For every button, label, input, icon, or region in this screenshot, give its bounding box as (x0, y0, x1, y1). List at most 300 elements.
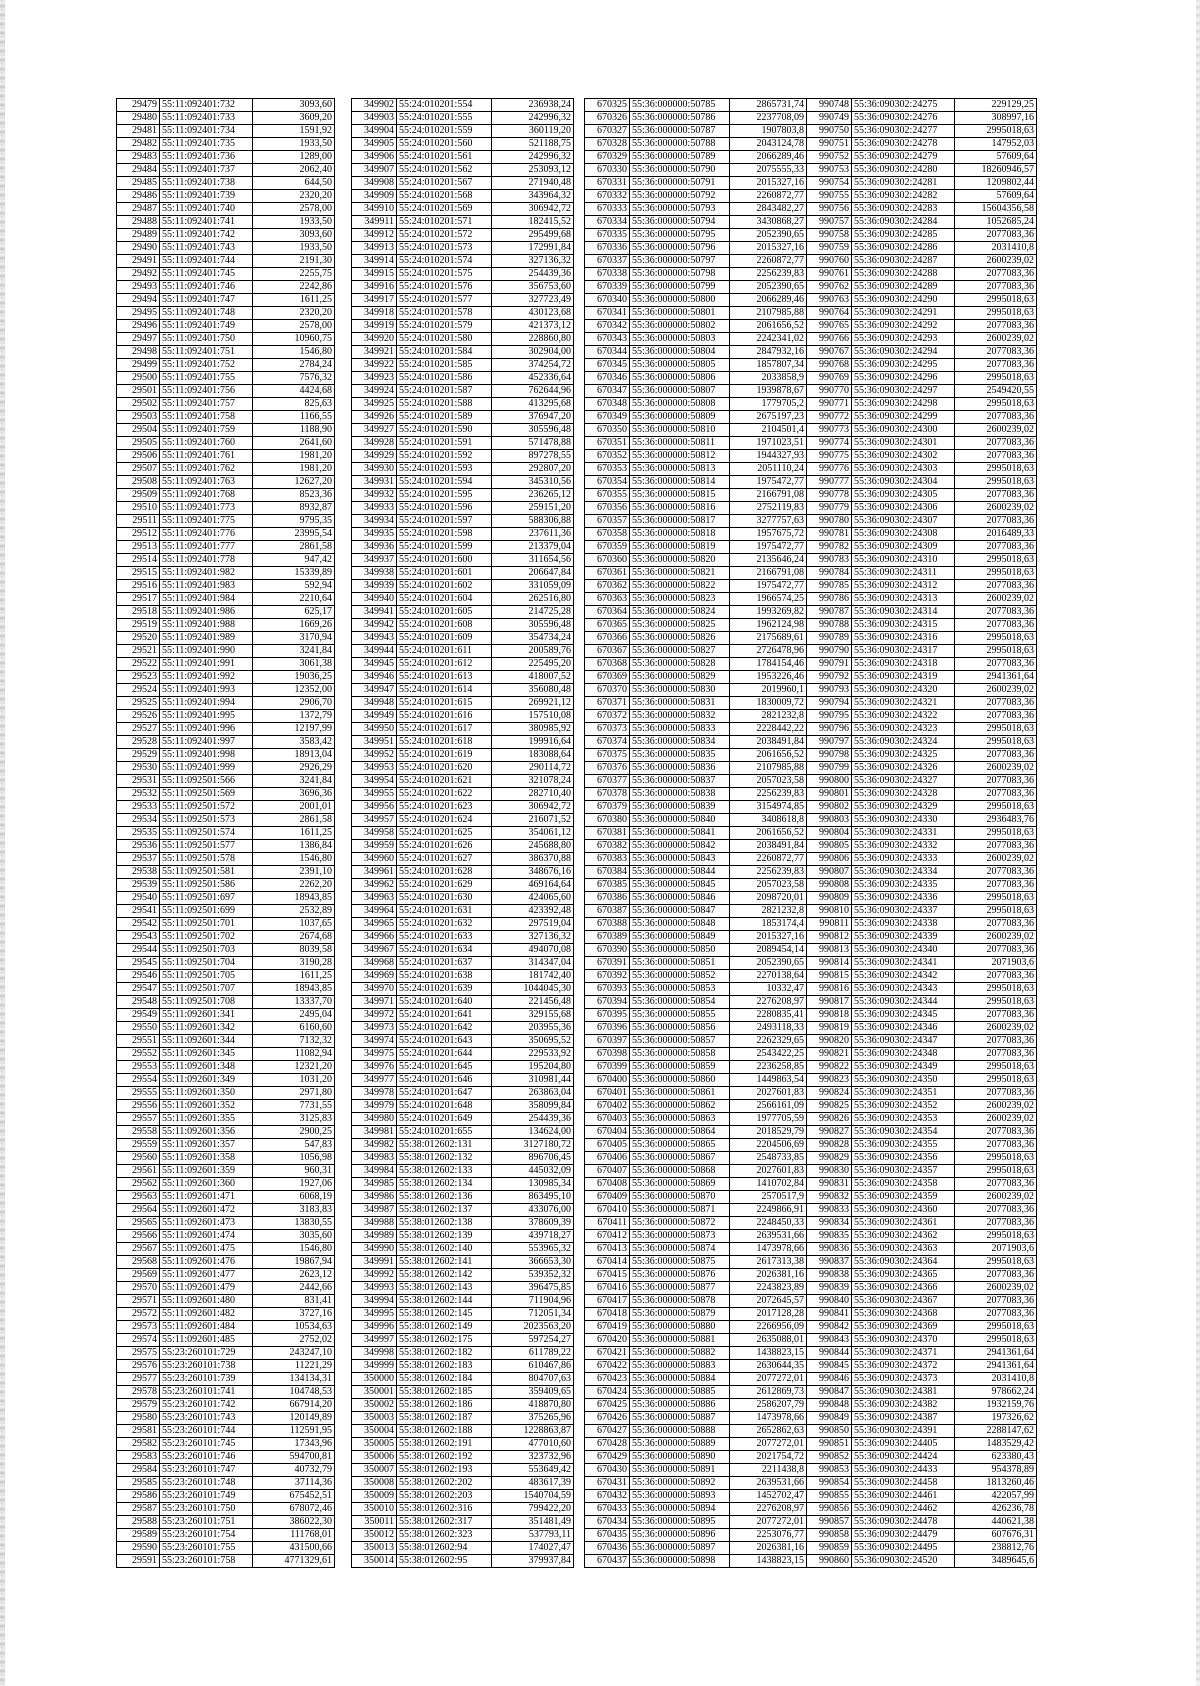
row-number: 349959 (352, 840, 397, 853)
cadastral-value: 18943,85 (253, 892, 335, 905)
table-row (352, 1386, 574, 1399)
cadastral-number: 55:36:000000:50796 (630, 242, 730, 255)
cadastral-value: 2600239,02 (955, 1100, 1037, 1113)
table-row (807, 411, 1037, 424)
row-number: 29517 (117, 593, 160, 606)
table-row (352, 138, 574, 151)
cadastral-value: 2236258,85 (730, 1061, 807, 1074)
cadastral-number: 55:36:000000:50814 (630, 476, 730, 489)
row-number: 29511 (117, 515, 160, 528)
table-row (352, 775, 574, 788)
table-row (117, 1178, 335, 1191)
cadastral-value: 2276208,97 (730, 996, 807, 1009)
table-row (352, 710, 574, 723)
table-row (352, 1425, 574, 1438)
row-number: 990826 (807, 1113, 852, 1126)
cadastral-value: 2995018,63 (955, 801, 1037, 814)
table-row (585, 723, 807, 736)
row-number: 670344 (585, 346, 630, 359)
cadastral-value: 2077272,01 (730, 1438, 807, 1451)
row-number: 990842 (807, 1321, 852, 1334)
row-number: 350014 (352, 1555, 397, 1568)
cadastral-number: 55:24:010201:585 (397, 359, 492, 372)
cadastral-value: 12321,20 (253, 1061, 335, 1074)
table-row (352, 1373, 574, 1386)
cadastral-number: 55:24:010201:620 (397, 762, 492, 775)
row-number: 29494 (117, 294, 160, 307)
cadastral-number: 55:24:010201:568 (397, 190, 492, 203)
cadastral-number: 55:11:092501:704 (160, 957, 253, 970)
cadastral-value: 1473978,66 (730, 1243, 807, 1256)
cadastral-value: 181742,40 (492, 970, 574, 983)
table-row (585, 970, 807, 983)
table-row (117, 788, 335, 801)
cadastral-number: 55:23:260101:749 (160, 1490, 253, 1503)
cadastral-value: 1166,55 (253, 411, 335, 424)
cadastral-value: 10960,75 (253, 333, 335, 346)
table-row (117, 827, 335, 840)
row-number: 990780 (807, 515, 852, 528)
cadastral-number: 55:36:000000:50857 (630, 1035, 730, 1048)
row-number: 349934 (352, 515, 397, 528)
cadastral-number: 55:11:092501:702 (160, 931, 253, 944)
row-number: 990820 (807, 1035, 852, 1048)
table-row (807, 151, 1037, 164)
table-row (807, 1074, 1037, 1087)
cadastral-number: 55:23:260101:743 (160, 1412, 253, 1425)
cadastral-number: 55:24:010201:598 (397, 528, 492, 541)
row-number: 29552 (117, 1048, 160, 1061)
table-row (585, 1191, 807, 1204)
table-row (117, 1074, 335, 1087)
cadastral-number: 55:36:090302:24331 (852, 827, 955, 840)
cadastral-value: 57609,64 (955, 151, 1037, 164)
cadastral-number: 55:36:090302:24279 (852, 151, 955, 164)
cadastral-value: 182415,52 (492, 216, 574, 229)
cadastral-number: 55:36:090302:24353 (852, 1113, 955, 1126)
cadastral-value: 2077083,36 (955, 437, 1037, 450)
cadastral-value: 799422,20 (492, 1503, 574, 1516)
table-row (352, 606, 574, 619)
cadastral-value: 216071,52 (492, 814, 574, 827)
row-number: 29584 (117, 1464, 160, 1477)
table-row (117, 190, 335, 203)
row-number: 29579 (117, 1399, 160, 1412)
cadastral-value: 2052390,65 (730, 957, 807, 970)
cadastral-number: 55:36:090302:24333 (852, 853, 955, 866)
cadastral-number: 55:36:000000:50860 (630, 1074, 730, 1087)
row-number: 670391 (585, 957, 630, 970)
cadastral-value: 623380,43 (955, 1451, 1037, 1464)
cadastral-number: 55:36:090302:24306 (852, 502, 955, 515)
row-number: 990775 (807, 450, 852, 463)
cadastral-value: 2995018,63 (955, 905, 1037, 918)
row-number: 29549 (117, 1009, 160, 1022)
row-number: 29576 (117, 1360, 160, 1373)
cadastral-number: 55:36:000000:50858 (630, 1048, 730, 1061)
cadastral-value: 2027601,83 (730, 1087, 807, 1100)
cadastral-number: 55:11:092401:998 (160, 749, 253, 762)
cadastral-number: 55:36:000000:50816 (630, 502, 730, 515)
table-row (807, 827, 1037, 840)
row-number: 990815 (807, 970, 852, 983)
table-row (807, 1308, 1037, 1321)
table-row (585, 983, 807, 996)
cadastral-value: 2077083,36 (955, 619, 1037, 632)
cadastral-number: 55:11:092401:746 (160, 281, 253, 294)
row-number: 29496 (117, 320, 160, 333)
row-number: 349998 (352, 1347, 397, 1360)
table-row (117, 1529, 335, 1542)
cadastral-number: 55:36:090302:24315 (852, 619, 955, 632)
table-row (352, 1243, 574, 1256)
table-row (352, 112, 574, 125)
cadastral-value: 2051110,24 (730, 463, 807, 476)
cadastral-number: 55:36:000000:50892 (630, 1477, 730, 1490)
row-number: 349975 (352, 1048, 397, 1061)
cadastral-number: 55:24:010201:587 (397, 385, 492, 398)
table-row (117, 1438, 335, 1451)
row-number: 29588 (117, 1516, 160, 1529)
table-row (117, 918, 335, 931)
cadastral-value: 6160,60 (253, 1022, 335, 1035)
cadastral-number: 55:36:090302:24292 (852, 320, 955, 333)
table-row (117, 112, 335, 125)
table-row (807, 1282, 1037, 1295)
table-row (807, 190, 1037, 203)
cadastral-number: 55:11:092601:360 (160, 1178, 253, 1191)
cadastral-number: 55:11:092501:569 (160, 788, 253, 801)
table-row (807, 762, 1037, 775)
cadastral-number: 55:11:092601:350 (160, 1087, 253, 1100)
table-row (585, 255, 807, 268)
row-number: 670375 (585, 749, 630, 762)
row-number: 990794 (807, 697, 852, 710)
cadastral-number: 55:11:092401:743 (160, 242, 253, 255)
table-row (117, 736, 335, 749)
cadastral-value: 2995018,63 (955, 1165, 1037, 1178)
cadastral-value: 2821232,8 (730, 905, 807, 918)
table-row (352, 983, 574, 996)
row-number: 29492 (117, 268, 160, 281)
cadastral-number: 55:36:090302:24316 (852, 632, 955, 645)
cadastral-value: 897278,55 (492, 450, 574, 463)
cadastral-value: 17343,96 (253, 1438, 335, 1451)
cadastral-value: 954378,89 (955, 1464, 1037, 1477)
cadastral-value: 2675197,23 (730, 411, 807, 424)
row-number: 670331 (585, 177, 630, 190)
row-number: 349924 (352, 385, 397, 398)
cadastral-value: 678072,46 (253, 1503, 335, 1516)
cadastral-number: 55:24:010201:614 (397, 684, 492, 697)
cadastral-value: 2077083,36 (955, 320, 1037, 333)
row-number: 29551 (117, 1035, 160, 1048)
table-row (585, 788, 807, 801)
row-number: 990793 (807, 684, 852, 697)
table-row (117, 866, 335, 879)
table-row (807, 632, 1037, 645)
row-number: 990784 (807, 567, 852, 580)
row-number: 29518 (117, 606, 160, 619)
cadastral-number: 55:36:000000:50806 (630, 372, 730, 385)
cadastral-value: 2026381,16 (730, 1269, 807, 1282)
table-row (352, 1191, 574, 1204)
cadastral-value: 354061,12 (492, 827, 574, 840)
cadastral-number: 55:11:092501:699 (160, 905, 253, 918)
table-row (585, 125, 807, 138)
table-row (352, 996, 574, 1009)
table-row (352, 671, 574, 684)
cadastral-number: 55:36:000000:50864 (630, 1126, 730, 1139)
table-row (117, 307, 335, 320)
row-number: 29531 (117, 775, 160, 788)
cadastral-number: 55:36:090302:24318 (852, 658, 955, 671)
cadastral-number: 55:36:090302:24357 (852, 1165, 955, 1178)
table-row (585, 1217, 807, 1230)
cadastral-number: 55:36:000000:50874 (630, 1243, 730, 1256)
table-row (585, 242, 807, 255)
table-row (117, 1464, 335, 1477)
table-row (807, 216, 1037, 229)
table-row (807, 567, 1037, 580)
row-number: 990829 (807, 1152, 852, 1165)
table-row (585, 866, 807, 879)
cadastral-value: 2543422,25 (730, 1048, 807, 1061)
cadastral-number: 55:23:260101:747 (160, 1464, 253, 1477)
table-row (585, 1425, 807, 1438)
cadastral-value: 2752119,83 (730, 502, 807, 515)
row-number: 670367 (585, 645, 630, 658)
table-row (352, 1230, 574, 1243)
row-number: 29569 (117, 1269, 160, 1282)
row-number: 349929 (352, 450, 397, 463)
cadastral-value: 3696,36 (253, 788, 335, 801)
table-row (352, 580, 574, 593)
table-row (585, 1321, 807, 1334)
cadastral-value: 206647,84 (492, 567, 574, 580)
row-number: 29497 (117, 333, 160, 346)
row-number: 350003 (352, 1412, 397, 1425)
row-number: 990808 (807, 879, 852, 892)
cadastral-number: 55:38:012602:202 (397, 1477, 492, 1490)
table-row (585, 1074, 807, 1087)
cadastral-value: 553965,32 (492, 1243, 574, 1256)
table-row (585, 450, 807, 463)
row-number: 990843 (807, 1334, 852, 1347)
table-row (807, 1139, 1037, 1152)
cadastral-number: 55:11:092501:581 (160, 866, 253, 879)
cadastral-number: 55:11:092401:995 (160, 710, 253, 723)
table-row (585, 1347, 807, 1360)
row-number: 990787 (807, 606, 852, 619)
table-row (117, 99, 335, 112)
table-row (807, 1061, 1037, 1074)
table-row (352, 1178, 574, 1191)
table-row (807, 1230, 1037, 1243)
cadastral-number: 55:24:010201:604 (397, 593, 492, 606)
cadastral-number: 55:36:000000:50851 (630, 957, 730, 970)
row-number: 990806 (807, 853, 852, 866)
cadastral-value: 10332,47 (730, 983, 807, 996)
cadastral-value: 588306,88 (492, 515, 574, 528)
table-row (585, 697, 807, 710)
cadastral-number: 55:38:012602:186 (397, 1399, 492, 1412)
cadastral-value: 2995018,63 (955, 996, 1037, 1009)
cadastral-value: 1410702,84 (730, 1178, 807, 1191)
cadastral-number: 55:36:090302:24294 (852, 346, 955, 359)
row-number: 29591 (117, 1555, 160, 1568)
cadastral-number: 55:36:090302:24359 (852, 1191, 955, 1204)
cadastral-number: 55:36:090302:24355 (852, 1139, 955, 1152)
cadastral-number: 55:36:000000:50827 (630, 645, 730, 658)
row-number: 670357 (585, 515, 630, 528)
cadastral-number: 55:24:010201:647 (397, 1087, 492, 1100)
row-number: 990761 (807, 268, 852, 281)
cadastral-number: 55:36:090302:24319 (852, 671, 955, 684)
cadastral-value: 2600239,02 (955, 684, 1037, 697)
row-number: 349950 (352, 723, 397, 736)
table-row (585, 1477, 807, 1490)
cadastral-number: 55:11:092601:472 (160, 1204, 253, 1217)
cadastral-value: 1546,80 (253, 346, 335, 359)
table-row (117, 1100, 335, 1113)
row-number: 349935 (352, 528, 397, 541)
row-number: 349919 (352, 320, 397, 333)
cadastral-number: 55:36:000000:50850 (630, 944, 730, 957)
row-number: 349932 (352, 489, 397, 502)
cadastral-value: 199916,64 (492, 736, 574, 749)
row-number: 349927 (352, 424, 397, 437)
cadastral-value: 1927,06 (253, 1178, 335, 1191)
cadastral-value: 1056,98 (253, 1152, 335, 1165)
cadastral-number: 55:11:092501:578 (160, 853, 253, 866)
scan-edge-left (0, 0, 5, 1686)
cadastral-value: 2995018,63 (955, 1074, 1037, 1087)
table-row (117, 1490, 335, 1503)
cadastral-value: 711904,96 (492, 1295, 574, 1308)
table-row (807, 1399, 1037, 1412)
row-number: 670354 (585, 476, 630, 489)
row-number: 990772 (807, 411, 852, 424)
cadastral-number: 55:36:090302:24302 (852, 450, 955, 463)
table-row (352, 1477, 574, 1490)
cadastral-value: 2578,00 (253, 203, 335, 216)
row-number: 670346 (585, 372, 630, 385)
registry-block-3 (584, 98, 807, 1568)
cadastral-value: 1540704,59 (492, 1490, 574, 1503)
cadastral-number: 55:38:012602:140 (397, 1243, 492, 1256)
cadastral-value: 469164,64 (492, 879, 574, 892)
cadastral-number: 55:36:000000:50876 (630, 1269, 730, 1282)
cadastral-number: 55:38:012602:136 (397, 1191, 492, 1204)
cadastral-value: 644,50 (253, 177, 335, 190)
row-number: 990825 (807, 1100, 852, 1113)
row-number: 29564 (117, 1204, 160, 1217)
cadastral-value: 7731,55 (253, 1100, 335, 1113)
row-number: 29524 (117, 684, 160, 697)
cadastral-value: 3277757,63 (730, 515, 807, 528)
cadastral-value: 2077083,36 (955, 489, 1037, 502)
cadastral-value: 10534,63 (253, 1321, 335, 1334)
row-number: 990807 (807, 866, 852, 879)
cadastral-number: 55:36:000000:50881 (630, 1334, 730, 1347)
cadastral-number: 55:36:000000:50854 (630, 996, 730, 1009)
row-number: 349965 (352, 918, 397, 931)
cadastral-number: 55:36:000000:50825 (630, 619, 730, 632)
table-row (117, 1113, 335, 1126)
table-row (117, 1386, 335, 1399)
row-number: 349971 (352, 996, 397, 1009)
cadastral-value: 2107985,88 (730, 307, 807, 320)
row-number: 350012 (352, 1529, 397, 1542)
cadastral-number: 55:11:092501:703 (160, 944, 253, 957)
cadastral-number: 55:36:090302:24317 (852, 645, 955, 658)
cadastral-value: 236938,24 (492, 99, 574, 112)
cadastral-number: 55:36:090302:24283 (852, 203, 955, 216)
row-number: 990763 (807, 294, 852, 307)
cadastral-value: 2600239,02 (955, 1282, 1037, 1295)
cadastral-value: 2635088,01 (730, 1334, 807, 1347)
table-row (585, 320, 807, 333)
cadastral-value: 3061,38 (253, 658, 335, 671)
cadastral-number: 55:38:012602:149 (397, 1321, 492, 1334)
row-number: 670327 (585, 125, 630, 138)
row-number: 29580 (117, 1412, 160, 1425)
row-number: 29501 (117, 385, 160, 398)
table-row (352, 541, 574, 554)
table-row (117, 281, 335, 294)
cadastral-value: 327723,49 (492, 294, 574, 307)
row-number: 349961 (352, 866, 397, 879)
cadastral-value: 104748,53 (253, 1386, 335, 1399)
cadastral-value: 2077083,36 (955, 1139, 1037, 1152)
row-number: 990802 (807, 801, 852, 814)
cadastral-number: 55:36:090302:24405 (852, 1438, 955, 1451)
cadastral-value: 253093,12 (492, 164, 574, 177)
cadastral-value: 359409,65 (492, 1386, 574, 1399)
table-row (807, 1334, 1037, 1347)
row-number: 670387 (585, 905, 630, 918)
row-number: 670355 (585, 489, 630, 502)
cadastral-value: 157510,08 (492, 710, 574, 723)
cadastral-number: 55:36:090302:24365 (852, 1269, 955, 1282)
cadastral-number: 55:36:090302:24373 (852, 1373, 955, 1386)
cadastral-value: 2061656,52 (730, 749, 807, 762)
table-row (807, 1360, 1037, 1373)
cadastral-number: 55:11:092401:986 (160, 606, 253, 619)
cadastral-number: 55:36:090302:24277 (852, 125, 955, 138)
cadastral-number: 55:11:092401:758 (160, 411, 253, 424)
cadastral-value: 2027601,83 (730, 1165, 807, 1178)
cadastral-number: 55:11:092601:477 (160, 1269, 253, 1282)
table-row (807, 983, 1037, 996)
cadastral-value: 2031410,8 (955, 1373, 1037, 1386)
row-number: 670365 (585, 619, 630, 632)
cadastral-value: 2276208,97 (730, 1503, 807, 1516)
table-row (807, 1347, 1037, 1360)
row-number: 349910 (352, 203, 397, 216)
cadastral-value: 2052390,65 (730, 229, 807, 242)
row-number: 670329 (585, 151, 630, 164)
cadastral-number: 55:36:090302:24334 (852, 866, 955, 879)
row-number: 29482 (117, 138, 160, 151)
row-number: 670394 (585, 996, 630, 1009)
table-row (807, 1451, 1037, 1464)
table-row (585, 1516, 807, 1529)
row-number: 670430 (585, 1464, 630, 1477)
cadastral-number: 55:24:010201:632 (397, 918, 492, 931)
table-row (352, 346, 574, 359)
